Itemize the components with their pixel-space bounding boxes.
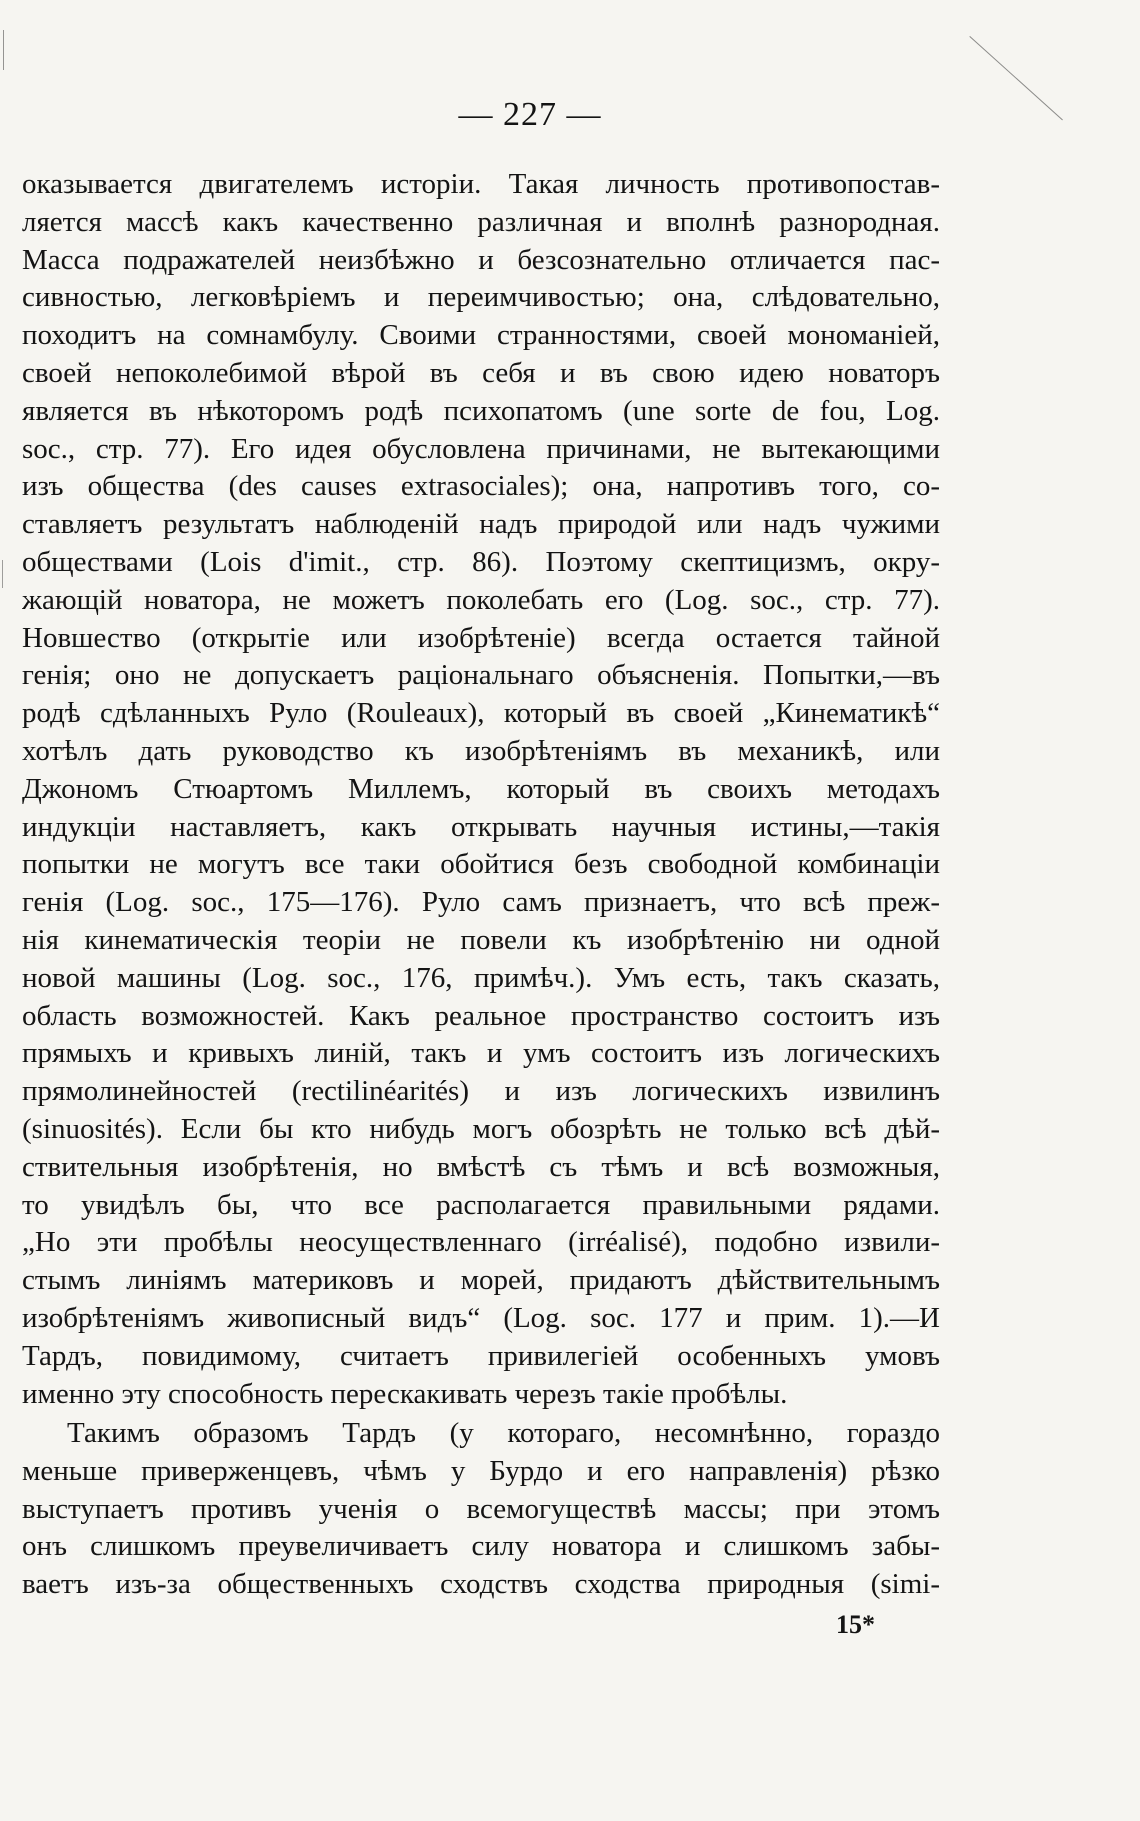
text-line: (sinuosités). Если бы кто нибудь могъ обозрѣть не только всѣ дѣй- [22,1112,940,1145]
text-line: выступаетъ противъ ученія о всемогуществѣ массы; при этомъ [22,1492,940,1525]
text-line: сивностью, легковѣріемъ и переимчивостью; она, слѣдовательно, [22,281,940,314]
text-line: soc., стр. 77). Его идея обусловлена причинами, не вытекающими [22,432,940,465]
text-line: походитъ на сомнамбулу. Своими странностями, своей мономаніей, [22,319,940,352]
text-line: ваетъ изъ-за общественныхъ сходствъ сходства природныя (simi- [22,1568,940,1601]
text-line: Новшество (открытіе или изобрѣтеніе) всегда остается тайной [22,621,940,654]
text-line: обществами (Lois d'imit., стр. 86). Поэтому скептицизмъ, окру- [22,545,940,578]
text-line: именно эту способность перескакивать черезъ такіе пробѣлы. [22,1377,788,1410]
text-line: своей непоколебимой вѣрой въ себя и въ свою идею новаторъ [22,356,940,389]
text-line: область возможностей. Какъ реальное пространство состоитъ изъ [22,999,940,1032]
paragraph-1 [22,166,940,1413]
text-line: онъ слишкомъ преувеличиваетъ силу новатора и слишкомъ забы- [22,1530,940,1563]
scan-artifact-edge [2,560,3,588]
text-line: прямолинейностей (rectilinéarités) и изъ логическихъ извилинъ [22,1075,940,1108]
text-line: „Но эти пробѣлы неосуществленнаго (irréalisé), подобно извили- [22,1226,940,1259]
text-line: Масса подражателей неизбѣжно и безсознательно отличается пас- [22,243,940,276]
text-line: прямыхъ и кривыхъ линій, такъ и умъ состоитъ изъ логическихъ [22,1037,940,1070]
text-line: является въ нѣкоторомъ родѣ психопатомъ (une sorte de fou, Log. [22,394,940,427]
text-line: то увидѣлъ бы, что все располагается правильными рядами. [22,1188,940,1221]
text-line: генія (Log. soc., 175—176). Руло самъ признаетъ, что всѣ преж- [22,886,940,919]
text-line: Такимъ образомъ Тардъ (у котораго, несомнѣнно, гораздо [67,1417,940,1449]
text-line: родѣ сдѣланныхъ Руло (Rouleaux), который въ своей „Кинематикѣ“ [22,697,940,730]
text-line: изъ общества (des causes extrasociales); она, напротивъ того, со- [22,470,940,503]
text-line: ляется массѣ какъ качественно различная и вполнѣ разнородная. [22,205,940,238]
text-line: новой машины (Log. soc., 176, примѣч.). Умъ есть, такъ сказать, [22,961,940,994]
text-line: изобрѣтеніямъ живописный видъ“ (Log. soc. 177 и прим. 1).—И [22,1301,940,1334]
text-line: попытки не могутъ все таки обойтися безъ свободной комбинаціи [22,848,940,881]
text-line: стымъ линіямъ материковъ и морей, придаютъ дѣйствительнымъ [22,1264,940,1297]
text-line: меньше приверженцевъ, чѣмъ у Бурдо и его направленія) рѣзко [22,1454,940,1487]
text-line: ставляетъ результатъ наблюденій надъ природой или надъ чужими [22,508,940,541]
text-line: генія; оно не допускаетъ раціональнаго объясненія. Попытки,—въ [22,659,940,692]
text-line: нія кинематическія теоріи не повели къ изобрѣтенію ни одной [22,923,940,956]
page-number: — 227 — [458,96,602,133]
scan-artifact-edge [3,30,4,70]
text-line: хотѣлъ дать руководство къ изобрѣтеніямъ въ механикѣ, или [22,734,940,767]
text-line: жающій новатора, не можетъ поколебать его (Log. soc., стр. 77). [22,583,940,616]
text-line: ствительныя изобрѣтенія, но вмѣстѣ съ тѣмъ и всѣ возможныя, [22,1150,940,1183]
text-line: оказывается двигателемъ исторіи. Такая личность противопостав- [22,168,940,200]
text-line: индукціи наставляетъ, какъ открывать научныя истины,—такія [22,810,940,843]
text-line: Тардъ, повидимому, считаетъ привилегіей особенныхъ умовъ [22,1339,940,1372]
paragraph-2 [22,1415,940,1604]
text-line: Джономъ Стюартомъ Миллемъ, который въ своихъ методахъ [22,772,940,805]
signature-mark: 15* [836,1610,875,1639]
